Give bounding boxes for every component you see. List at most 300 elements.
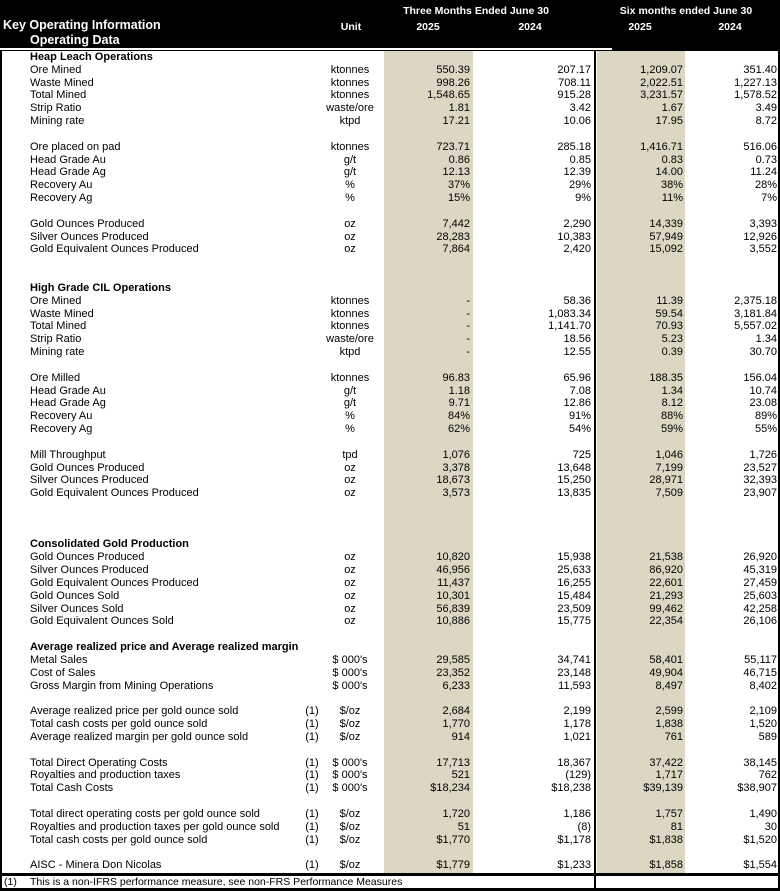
value-cell: 708.11 (558, 76, 591, 89)
value-cell: 1,021 (563, 730, 591, 743)
table-header-band (0, 0, 780, 51)
unit-cell: oz (344, 551, 356, 564)
value-cell: 5,557.02 (734, 320, 777, 333)
value-cell: 12.13 (442, 166, 470, 179)
value-cell: 0.86 (448, 153, 470, 166)
value-cell: 550.39 (436, 63, 470, 76)
unit-cell: $ 000's (332, 653, 368, 666)
value-cell: 1.67 (661, 102, 683, 115)
row-label: Average realized margin per gold ounce sold (30, 730, 249, 743)
table-row (0, 243, 780, 256)
value-cell: 723.71 (436, 140, 470, 153)
value-cell: 1,083.34 (548, 307, 591, 320)
value-cell: 11.24 (750, 166, 777, 179)
value-cell: 1.34 (661, 384, 683, 397)
section-title: Consolidated Gold Production (30, 538, 189, 551)
unit-cell: oz (344, 615, 356, 628)
value-cell: (8) (577, 820, 591, 833)
value-cell: 14.00 (655, 166, 683, 179)
value-cell: 89% (754, 410, 777, 423)
value-cell: 17.21 (442, 115, 470, 128)
row-label: Ore placed on pad (30, 140, 121, 153)
value-cell: 2,599 (655, 705, 683, 718)
value-cell: $1,779 (436, 859, 470, 872)
table-row (0, 141, 780, 154)
row-label: Mining rate (30, 115, 85, 128)
unit-cell: ktpd (339, 346, 361, 359)
unit-cell: oz (344, 217, 356, 230)
value-cell: 1,490 (749, 807, 777, 820)
value-cell: 2,022.51 (640, 76, 683, 89)
table-row (0, 590, 780, 603)
row-label: Ore Milled (30, 371, 81, 384)
value-cell: 32,393 (743, 474, 777, 487)
value-cell: 3,181.84 (734, 307, 777, 320)
value-cell: 55,117 (744, 653, 777, 666)
value-cell: 11,593 (558, 679, 591, 692)
row-label: Gold Equivalent Ounces Produced (30, 243, 199, 256)
column-group-three-months: Three Months Ended June 30 (403, 5, 549, 17)
value-cell: 23,527 (743, 461, 777, 474)
row-label: Average realized price per gold ounce sold (30, 705, 239, 718)
unit-cell: oz (344, 487, 356, 500)
row-label: Gold Equivalent Ounces Produced (30, 487, 199, 500)
value-cell: 1,227.13 (734, 76, 777, 89)
row-label: Head Grade Au (30, 153, 106, 166)
value-cell: 8.72 (755, 115, 777, 128)
table-row (0, 372, 780, 385)
unit-cell: oz (344, 576, 356, 589)
value-cell: 59% (660, 423, 683, 436)
table-row (0, 487, 780, 500)
value-cell: 11,437 (437, 576, 470, 589)
spacer-row (0, 526, 780, 539)
unit-cell: oz (344, 461, 356, 474)
unit-cell: oz (344, 589, 356, 602)
table-row (0, 769, 780, 782)
value-cell: 188.35 (649, 371, 683, 384)
value-cell: 3,393 (749, 217, 777, 230)
unit-cell: ktonnes (330, 307, 370, 320)
spacer-row (0, 744, 780, 757)
footnote-marker: (1) (305, 705, 319, 718)
value-cell: 10.74 (749, 384, 777, 397)
table-row (0, 218, 780, 231)
row-label: Total Mined (30, 320, 87, 333)
table-row (0, 308, 780, 321)
unit-cell: $ 000's (332, 756, 368, 769)
footnote-marker: (1) (305, 756, 319, 769)
value-cell: 10.06 (563, 115, 591, 128)
value-cell: 8,402 (749, 679, 777, 692)
value-cell: 37,422 (649, 756, 683, 769)
value-cell: 59.54 (655, 307, 683, 320)
spacer-row (0, 256, 780, 269)
table-row (0, 231, 780, 244)
row-label: Total Direct Operating Costs (30, 756, 168, 769)
table-row (0, 654, 780, 667)
value-cell: - (466, 294, 470, 307)
unit-cell: $/oz (339, 807, 361, 820)
spacer-row (0, 513, 780, 526)
row-label: Recovery Au (30, 179, 93, 192)
value-cell: 914 (451, 730, 470, 743)
value-cell: 16,255 (557, 576, 591, 589)
value-cell: 22,354 (649, 615, 683, 628)
value-cell: 3,552 (749, 243, 777, 256)
value-cell: 0.83 (661, 153, 683, 166)
unit-cell: ktpd (339, 115, 361, 128)
spacer-row (0, 692, 780, 705)
footnote-marker: (1) (4, 876, 17, 888)
row-label: Recovery Au (30, 410, 93, 423)
spacer-row (0, 128, 780, 141)
value-cell: 54% (568, 423, 591, 436)
unit-cell: waste/ore (326, 102, 374, 115)
value-cell: 1,209.07 (640, 63, 683, 76)
unit-cell: $/oz (339, 730, 361, 743)
unit-cell: $/oz (339, 859, 361, 872)
unit-cell: $ 000's (332, 782, 368, 795)
table-row (0, 64, 780, 77)
unit-cell: oz (344, 602, 356, 615)
row-label: Gold Ounces Produced (30, 217, 145, 230)
spacer-row (0, 500, 780, 513)
value-cell: 23,148 (557, 666, 591, 679)
table-row (0, 821, 780, 834)
unit-cell: ktonnes (330, 140, 370, 153)
value-cell: 3,573 (442, 487, 470, 500)
value-cell: 38% (660, 179, 683, 192)
value-cell: 28% (754, 179, 777, 192)
footnote-marker: (1) (305, 718, 319, 731)
unit-cell: % (345, 410, 355, 423)
unit-cell: $ 000's (332, 666, 368, 679)
value-cell: $38,907 (737, 782, 777, 795)
year-header-2024-six-months: 2024 (718, 21, 742, 33)
year-header-2025-three-months: 2025 (416, 21, 440, 33)
column-group-six-months: Six months ended June 30 (619, 5, 753, 17)
spacer-row (0, 269, 780, 282)
unit-cell: g/t (343, 384, 357, 397)
value-cell: 23,509 (557, 602, 591, 615)
value-cell: 1,178 (563, 718, 591, 731)
row-label: Strip Ratio (30, 102, 82, 115)
row-label: Silver Ounces Produced (30, 474, 149, 487)
unit-cell: oz (344, 230, 356, 243)
value-cell: 26,106 (743, 615, 777, 628)
value-cell: 6,233 (442, 679, 470, 692)
value-cell: 15,250 (557, 474, 591, 487)
value-cell: 11.39 (656, 294, 683, 307)
value-cell: 8,497 (655, 679, 683, 692)
unit-cell: $/oz (339, 705, 361, 718)
value-cell: 1,416.71 (640, 140, 683, 153)
table-row (0, 320, 780, 333)
table-row (0, 179, 780, 192)
value-cell: 96.83 (442, 371, 470, 384)
footnote-marker: (1) (305, 859, 319, 872)
table-row (0, 346, 780, 359)
value-cell: 28,971 (649, 474, 683, 487)
value-cell: $1,554 (743, 859, 777, 872)
footnote-marker: (1) (305, 833, 319, 846)
row-label: Mining rate (30, 346, 85, 359)
value-cell: 351.40 (743, 63, 777, 76)
value-cell: 207.17 (557, 63, 591, 76)
value-cell: 5.23 (661, 333, 683, 346)
unit-cell: tpd (342, 448, 358, 461)
value-cell: 3,231.57 (640, 89, 683, 102)
value-cell: 7,199 (655, 461, 683, 474)
value-cell: 1.18 (448, 384, 470, 397)
row-label: Head Grade Ag (30, 397, 106, 410)
value-cell: 7% (761, 192, 777, 205)
value-cell: 62% (447, 423, 470, 436)
unit-cell: $ 000's (332, 679, 368, 692)
value-cell: 1.34 (755, 333, 777, 346)
footnote-text: This is a non-IFRS performance measure, see non-FRS Performance Measures (30, 876, 403, 888)
table-row (0, 192, 780, 205)
value-cell: 57,949 (649, 230, 683, 243)
value-cell: 29,585 (436, 653, 470, 666)
value-cell: 99,462 (649, 602, 683, 615)
value-cell: 84% (447, 410, 470, 423)
value-cell: $1,858 (649, 859, 683, 872)
value-cell: 13,648 (557, 461, 591, 474)
footnote-row (0, 876, 780, 888)
value-cell: 7,864 (442, 243, 470, 256)
row-label: Mill Throughput (30, 448, 106, 461)
table-row (0, 667, 780, 680)
table-row (0, 782, 780, 795)
value-cell: 25,633 (557, 564, 591, 577)
year-header-2024-three-months: 2024 (518, 21, 542, 33)
table-row (0, 397, 780, 410)
value-cell: $1,233 (557, 859, 591, 872)
table-body (0, 51, 780, 872)
value-cell: 18.56 (563, 333, 591, 346)
row-label: Recovery Ag (30, 423, 93, 436)
value-cell: 15,092 (649, 243, 683, 256)
value-cell: 1,186 (563, 807, 591, 820)
value-cell: 22,601 (649, 576, 683, 589)
row-label: Total cash costs per gold ounce sold (30, 833, 208, 846)
value-cell: (129) (565, 769, 591, 782)
value-cell: 1,726 (749, 448, 777, 461)
value-cell: 8.12 (661, 397, 683, 410)
value-cell: 1,838 (655, 718, 683, 731)
unit-cell: $/oz (339, 718, 361, 731)
row-label: Ore Mined (30, 63, 82, 76)
value-cell: 11% (661, 192, 683, 205)
table-row (0, 385, 780, 398)
table-row (0, 757, 780, 770)
spacer-row (0, 846, 780, 859)
table-row (0, 423, 780, 436)
row-label: Waste Mined (30, 76, 94, 89)
value-cell: 23,352 (436, 666, 470, 679)
table-row (0, 834, 780, 847)
value-cell: 9% (575, 192, 591, 205)
footnote-marker: (1) (305, 807, 319, 820)
row-label: Head Grade Ag (30, 166, 106, 179)
table-row (0, 449, 780, 462)
table-row (0, 577, 780, 590)
section-divider-line (594, 51, 596, 891)
value-cell: 21,538 (649, 551, 683, 564)
table-row (0, 102, 780, 115)
row-label: Gold Equivalent Ounces Sold (30, 615, 174, 628)
section-title: Average realized price and Average realized margin (30, 641, 299, 654)
unit-cell: ktonnes (330, 371, 370, 384)
value-cell: 15% (447, 192, 470, 205)
row-label: Royalties and production taxes per gold ounce sold (30, 820, 280, 833)
value-cell: 51 (457, 820, 470, 833)
row-label: AISC - Minera Don Nicolas (30, 859, 162, 872)
value-cell: 7,509 (655, 487, 683, 500)
value-cell: $18,234 (430, 782, 470, 795)
value-cell: 18,673 (436, 474, 470, 487)
value-cell: 1,770 (442, 718, 470, 731)
value-cell: 14,339 (649, 217, 683, 230)
value-cell: 725 (572, 448, 591, 461)
row-label: Metal Sales (30, 653, 88, 666)
row-label: Total Cash Costs (30, 782, 114, 795)
value-cell: 1,141.70 (548, 320, 591, 333)
row-label: Gross Margin from Mining Operations (30, 679, 214, 692)
value-cell: 1,717 (655, 769, 683, 782)
value-cell: $18,238 (551, 782, 591, 795)
value-cell: - (466, 333, 470, 346)
value-cell: 2,290 (563, 217, 591, 230)
value-cell: 0.85 (569, 153, 591, 166)
value-cell: 28,283 (436, 230, 470, 243)
value-cell: $1,178 (557, 833, 591, 846)
value-cell: 0.73 (755, 153, 777, 166)
row-label: Gold Ounces Produced (30, 461, 145, 474)
value-cell: 81 (670, 820, 683, 833)
table-row (0, 333, 780, 346)
value-cell: 18,367 (557, 756, 591, 769)
value-cell: 49,904 (649, 666, 683, 679)
value-cell: 10,301 (436, 589, 470, 602)
row-label: Silver Ounces Sold (30, 602, 124, 615)
section-header-row (0, 282, 780, 295)
value-cell: 17.95 (655, 115, 683, 128)
value-cell: 1,548.65 (427, 89, 470, 102)
table-row (0, 680, 780, 693)
value-cell: 12.55 (563, 346, 591, 359)
table-row (0, 615, 780, 628)
unit-cell: oz (344, 474, 356, 487)
value-cell: 70.93 (655, 320, 683, 333)
row-label: Recovery Ag (30, 192, 93, 205)
value-cell: 156.04 (743, 371, 777, 384)
row-label: Gold Equivalent Ounces Produced (30, 576, 199, 589)
value-cell: 25,603 (743, 589, 777, 602)
value-cell: 1,046 (655, 448, 683, 461)
table-row (0, 410, 780, 423)
value-cell: $1,770 (436, 833, 470, 846)
table-row (0, 474, 780, 487)
footnote-marker: (1) (305, 730, 319, 743)
value-cell: 1.81 (448, 102, 470, 115)
value-cell: 86,920 (649, 564, 683, 577)
value-cell: 58,401 (649, 653, 683, 666)
table-row (0, 77, 780, 90)
value-cell: 10,886 (436, 615, 470, 628)
row-label: Total Mined (30, 89, 87, 102)
row-label: Waste Mined (30, 307, 94, 320)
value-cell: 285.18 (557, 140, 591, 153)
value-cell: 10,820 (436, 551, 470, 564)
unit-cell: ktonnes (330, 63, 370, 76)
unit-cell: oz (344, 564, 356, 577)
value-cell: 88% (660, 410, 683, 423)
unit-cell: ktonnes (330, 294, 370, 307)
value-cell: 9.71 (448, 397, 470, 410)
unit-cell: % (345, 423, 355, 436)
value-cell: 2,109 (749, 705, 777, 718)
value-cell: 10,383 (557, 230, 591, 243)
value-cell: 13,835 (557, 487, 591, 500)
section-title: Heap Leach Operations (30, 51, 153, 63)
value-cell: 1,076 (442, 448, 470, 461)
table-row (0, 564, 780, 577)
table-row (0, 808, 780, 821)
value-cell: 12.39 (563, 166, 591, 179)
table-row (0, 551, 780, 564)
table-subtitle: Operating Data (30, 33, 120, 47)
value-cell: 0.39 (661, 346, 683, 359)
value-cell: 2,684 (442, 705, 470, 718)
value-cell: 998.26 (436, 76, 470, 89)
value-cell: 58.36 (563, 294, 591, 307)
row-label: Silver Ounces Produced (30, 230, 149, 243)
unit-cell: g/t (343, 166, 357, 179)
unit-cell: $/oz (339, 833, 361, 846)
table-row (0, 718, 780, 731)
spacer-row (0, 436, 780, 449)
section-header-row (0, 641, 780, 654)
row-label: Strip Ratio (30, 333, 82, 346)
value-cell: 30.70 (749, 346, 777, 359)
unit-cell: oz (344, 243, 356, 256)
spacer-row (0, 628, 780, 641)
row-label: Total direct operating costs per gold ounce sold (30, 807, 260, 820)
value-cell: 27,459 (743, 576, 777, 589)
value-cell: 762 (758, 769, 777, 782)
value-cell: 589 (758, 730, 777, 743)
unit-cell: g/t (343, 153, 357, 166)
row-label: Head Grade Au (30, 384, 106, 397)
row-label: Gold Ounces Produced (30, 551, 145, 564)
row-label: Silver Ounces Produced (30, 564, 149, 577)
value-cell: 2,420 (563, 243, 591, 256)
spacer-row (0, 205, 780, 218)
value-cell: 23,907 (743, 487, 777, 500)
value-cell: 15,938 (557, 551, 591, 564)
value-cell: 17,713 (436, 756, 470, 769)
section-title: High Grade CIL Operations (30, 281, 171, 294)
value-cell: 1,578.52 (734, 89, 777, 102)
unit-cell: g/t (343, 397, 357, 410)
value-cell: 3.49 (755, 102, 777, 115)
table-row (0, 154, 780, 167)
section-header-row (0, 538, 780, 551)
unit-cell: ktonnes (330, 76, 370, 89)
